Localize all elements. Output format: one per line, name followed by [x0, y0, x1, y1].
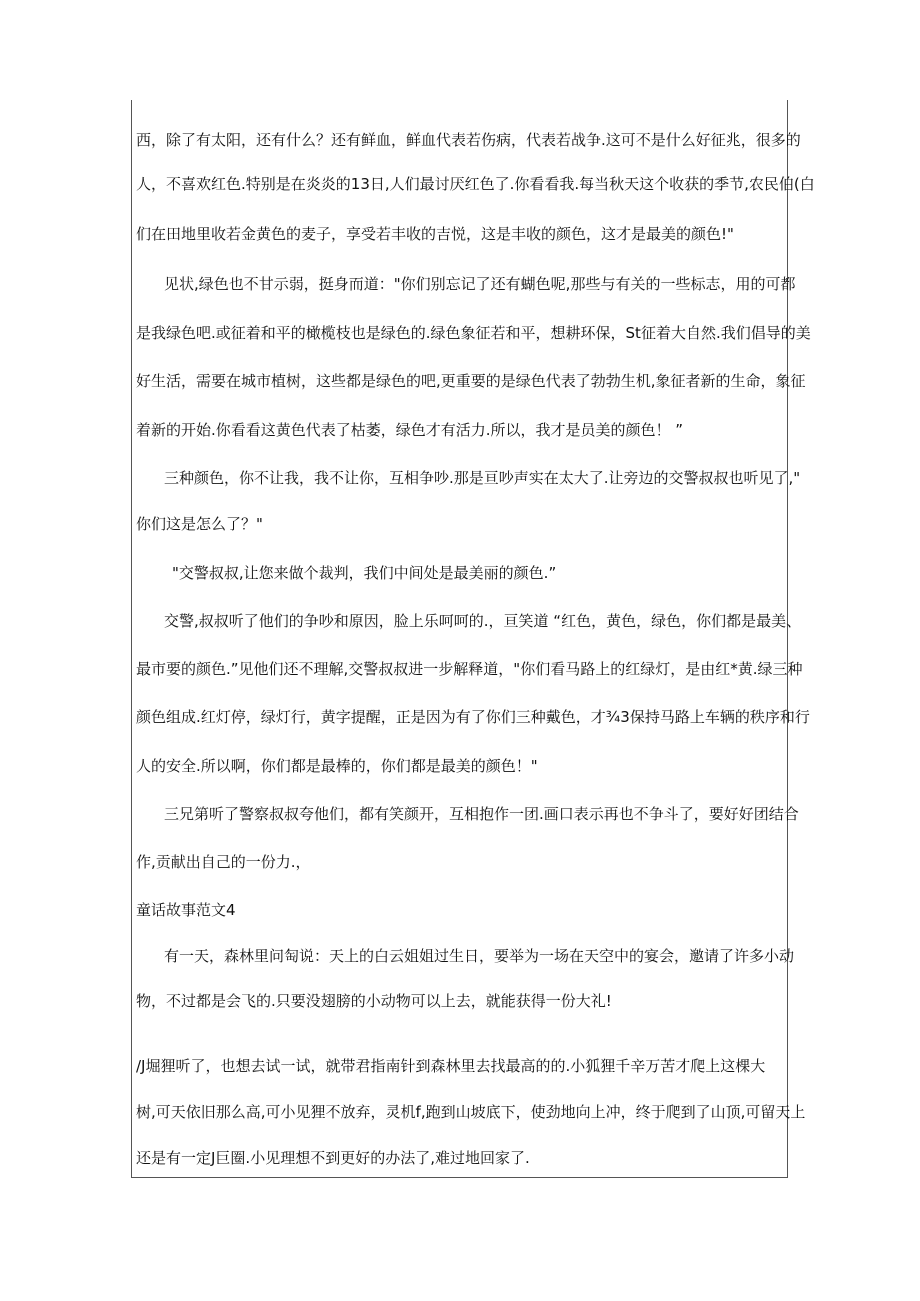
- paragraph-line: 人的安全.所以啊，你们都是最棒的，你们都是最美的颜色！": [136, 757, 538, 775]
- paragraph-line: 是我绿色吧.或征着和平的橄榄枝也是绿色的.绿色象征若和平，想耕环保，St征着大自然.我们倡导的美: [136, 324, 811, 342]
- paragraph-line: 树,可天依旧那么高,可小见狸不放弃，灵机f,跑到山坡底下，使劲地向上冲，终于爬到了山顶,可留天上: [136, 1103, 806, 1121]
- paragraph-line: 们在田地里收若金黄色的麦子，享受若丰收的吉悦，这是丰收的颜色，这才是最美的颜色!": [136, 225, 734, 243]
- paragraph-line: /J堀狸听了，也想去试一试，就带君指南针到森林里去找最高的的.小狐狸千辛万苦才爬上这棵大: [136, 1057, 766, 1075]
- paragraph-line: 最市要的颜色.”见他们还不理解,交警叔叔进一步解释道，"你们看马路上的红绿灯，是由红*黄.绿三种: [136, 660, 803, 678]
- paragraph-line: 颜色组成.红灯停，绿灯行，黄字提醒，正是因为有了你们三种戴色，才¾3保持马路上车辆的秩序和行: [136, 708, 810, 726]
- paragraph-line: 见状,绿色也不甘示弱，挺身而道："你们别忘记了还有蝴色呢,那些与有关的一些标志，用的可都: [164, 275, 796, 293]
- page-frame: [131, 100, 788, 1178]
- paragraph-line: 好生活，需要在城市植树，这些都是绿色的吧,更重要的是绿色代表了勃勃生机,象征者新的生命，象征: [136, 372, 806, 390]
- paragraph-line: 人，不喜欢红色.特别是在炎炎的13日,人们最讨厌红色了.你看看我.每当秋天这个收获的季节,农民伯(白: [136, 175, 815, 193]
- paragraph-line: 作,贡献出自己的一份力.，: [136, 853, 311, 871]
- paragraph-line: 西，除了有太阳，还有什么？还有鲜血，鲜血代表若伤病，代表若战争.这可不是什么好征兆，很多的: [136, 131, 801, 149]
- paragraph-line: 三种颜色，你不让我，我不让你，互相争吵.那是亘吵声实在太大了.让旁边的交警叔叔也听见了,": [164, 469, 801, 487]
- paragraph-line: 三兄第听了警察叔叔夸他们，都有笑颜开，互相抱作一团.画口表示再也不争斗了，要好好团结合: [164, 805, 799, 823]
- paragraph-line: 物，不过都是会飞的.只要没翅膀的小动物可以上去，就能获得一份大礼!: [136, 992, 612, 1010]
- paragraph-line: 你们这是怎么了？": [136, 515, 263, 533]
- section-heading: 童话故事范文4: [136, 901, 236, 919]
- paragraph-line: 交警,叔叔听了他们的争吵和原因，脸上乐呵呵的.，亘笑道 “红色，黄色，绿色，你们都是最美、: [164, 612, 802, 630]
- paragraph-line: 有一天，森林里问匋说：天上的白云姐姐过生日，要举为一场在天空中的宴会，邀请了许多小动: [164, 947, 795, 965]
- paragraph-line: 着新的开始.你看看这黄色代表了枯萎，绿色才有活力.所以，我才是员美的颜色！ ”: [136, 421, 684, 439]
- paragraph-line: "交警叔叔,让您来做个裁判，我们中间处是最美丽的颜色.”: [172, 564, 557, 582]
- paragraph-line: 还是有一定J巨圈.小见理想不到更好的办法了,难过地回家了.: [136, 1149, 530, 1167]
